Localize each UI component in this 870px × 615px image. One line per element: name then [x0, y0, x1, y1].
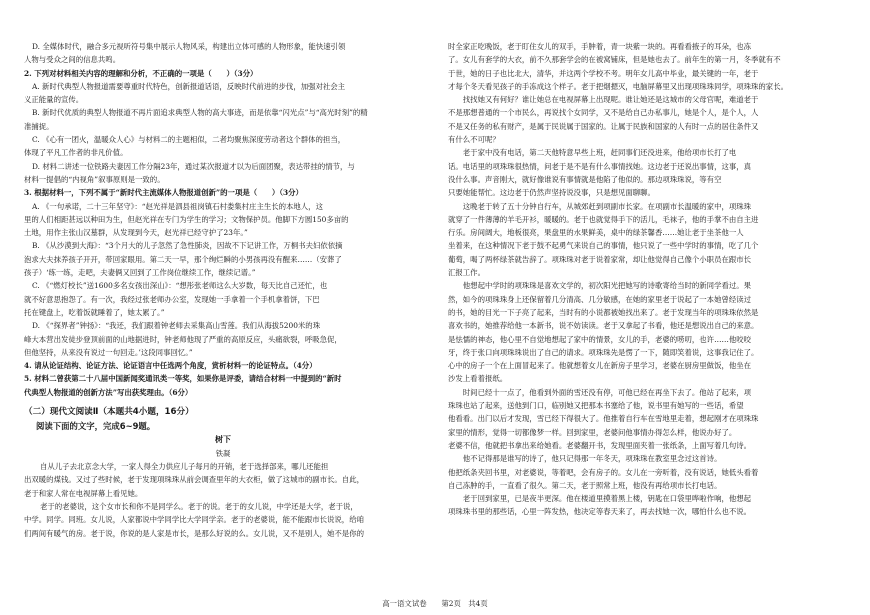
option-line: C. 《心有一团火，温暖众人心》与材料二的主题相似，二者均聚焦深度劳动者这个群体的担当， [32, 135, 346, 145]
paragraph-line: 没什么事。声音刚大，就好像谁说有事情就是他陷了他似的。那边项珠珠说，等有空 [448, 174, 722, 184]
article-body-left [24, 460, 422, 540]
option-line: B. 新时代优质的典型人物报道不再片面追求典型人物的高大事迹，而是依靠“闪光点”与“高光时刻”的精 [32, 108, 368, 118]
paragraph-line: 只要她能帮忙。这边老于仍然声坚持说没事，只是想见面聊聊。 [448, 188, 655, 198]
q3-stem: 3. 根据材料一，下列不属于“新时代主流媒体人物报道创新”的一项是（ ）（3分） [24, 188, 303, 198]
option-line: 托在键盘上，吃着饭就睡着了，她太累了。” [24, 307, 165, 317]
page-footer: 高一语文试卷 第2页 共4页 [382, 599, 488, 608]
paragraph-line: 找找她又有何好？谁让她总在电视屏幕上出现呢。谁让她还是这城市的父母官呢，难道老于 [448, 95, 759, 105]
paragraph-line: 于世，她的日子也比北大，清华，并这两个学校不考。明年女儿高中毕业，最关键的一年，老于 [448, 68, 759, 78]
paragraph-line: 行乐。房间阔大，地板很亮，果盘里的水果鲜美，桌中的绿茶馨香……她让老于坐茶他一人 [448, 228, 744, 238]
q5-stem [24, 372, 422, 399]
paragraph-line: 不是那想普通的一个市民么，再说找个女同学，又不是给自己办私事儿，她是个人，是个人，人 [448, 108, 759, 118]
paragraph-line: 喜欢书的，她推荐给他一本新书，说不妨读读。老于又拿起了书看，他还是想说出自己的来意。 [448, 321, 759, 331]
option-line: A. 新时代典型人物报道需要尊重时代特色，创新报道话语，反映时代前进的步伐，加强对社会主 [32, 81, 346, 91]
paragraph-line: 珠珠也站了起来，送他到门口，临别她又把那本书塞给了他，说书里有她写的一些话，希望 [448, 401, 744, 411]
paragraph-line: 他想起中学时的项珠珠是喜欢文学的，初次阳光把她写的诗歌寄给当时的新同学看过。果 [448, 281, 752, 291]
option-line: 土地，用作主张山汉墓群，从发现到今天，赵光祥已经守护了23年。” [24, 228, 248, 238]
article-body-right [448, 40, 846, 519]
q2-stem: 2. 下列对材料相关内容的理解和分析，不正确的一项是（ ）（3分） [24, 68, 258, 78]
paragraph-line: 葡萄，喝了两杯绿茶就告辞了。项珠珠对老于说着家常，却让他觉得自己像个小职员在跟市长 [448, 254, 752, 264]
paragraph-line: 心中的房子一个在上面冒起来了。他就想着女儿在新房子里学习，老婆在厨房里做饭，他坐在 [448, 361, 752, 371]
option-line: 材料一提倡的“内视角”叙事原则是一致的。 [24, 174, 165, 184]
option-line: 孩子）‘练一练，走吧，夫妻俩又回到了工作岗位继续工作，继续记谱。” [24, 268, 256, 278]
option-line: D. 《“探界者”钟扬》：“我还，我们跟着钟老师去采集高山雪莲。我们从海拔5200米的珠 [32, 321, 321, 331]
paragraph-line: 他不记得那是谁写的诗了，他只记得那一年冬天，项珠珠在教室里念过这首诗。 [448, 454, 722, 464]
option-line: A. 《一句承诺，二十三年坚守》：“赵光祥是泗县祖岗镇石村娄集村庄主生长的本地人，这 [32, 201, 323, 211]
paragraph-line: 老于回到家里，已是夜半更深。他在楼道里摸着黑上楼，钥匙在口袋里哗啦作响，他想起 [448, 494, 752, 504]
paragraph-line: 这晚老于转了五十分钟自行车，从城郊赶到项副市长家。在项副市长温暖的家中，项珠珠 [448, 201, 752, 211]
paragraph-line: 时间已经十一点了，他看到外面的雪还没有停，可他已经在再坐下去了。他站了起来，项 [448, 387, 752, 397]
paragraph-line: 牙，终于张口向项珠珠说出了自己的请求。项珠珠先是愣了一下，随即笑着说，这事我记住了。 [448, 347, 759, 357]
q3-options [24, 200, 422, 360]
paragraph-line: 老婆不信，他就把书拿出来给她看。老婆翻开书，发现里面夹着一张纸条，上面写着几句诗。 [448, 440, 752, 450]
paragraph-line: 坐着来，在这种情况下老于鼓不起勇气来说自己的事情，他只说了一些中学时的事情，吃了几个 [448, 241, 759, 251]
paragraph-line: 老于的老婆说，这个女市长和你不是同学么。老于的说。老于的女儿说，中学还是大学，老于说， [40, 501, 358, 511]
paragraph-line: 有什么不可呢？ [448, 135, 500, 145]
paragraph-line: 是怯懦的神态，他心里不自觉地想起了家中的情景，女儿的手，老婆的唠叨，也许……他咬咬 [448, 334, 752, 344]
text-line: 5. 材料二曾获第二十八届中国新闻奖通讯类一等奖，如果你是评委，请结合材料一中提到的“新时 [24, 374, 342, 384]
paragraph-line: 出双暖的煤钱。又过了些时候，老于发现項珠珠从前会调查里年的大衣柜，做了这城市的副市长。自此， [24, 475, 364, 485]
text-line: 人物与受众之间的信息共鸣。 [24, 55, 121, 65]
left-column [24, 40, 422, 595]
option-line: 就不好意思抱怨了。有一次，我经过张老师办公室，发现她一手拿着一个手机拿着饼，下巴 [24, 294, 320, 304]
paragraph-line: 沙发上看着报纸。 [448, 374, 508, 384]
option-line: 峰大本营出发徒步登顶前面的山地据进时，钟老师他现了严重的高原反应，头痛欲裂，呼吸急促， [24, 334, 342, 344]
paragraph-line: 自己冻肿的手，一直看了很久。第二天，老于照常上班，他没有再给项市长打电话。 [448, 480, 722, 490]
paragraph-line: 老于和家人常在电视屏幕上看见她。 [24, 488, 143, 498]
text-line: 代典型人物报道的创新方法”写出获奖理由。（6分） [24, 387, 193, 397]
paragraph-line: 话。电话里的项珠珠很热情，问老于是不是有什么事情找她。这边老于还说出事情，这事，真 [448, 161, 752, 171]
option-line: 义正能量的宣传。 [24, 95, 84, 105]
article-author: 铁凝 [215, 449, 231, 459]
q1-option-d [24, 40, 422, 67]
right-column [448, 40, 846, 595]
option-line: D. 材料二讲述一位铁路夫妻因工作分隔23年，通过某次报道才以为后面团聚，表达带挂的情节，与 [32, 161, 355, 171]
paragraph-line: 不是又任务的私有财产，是属于民说属于国家的。让属于民族和国家的人有时一点的居住条件又 [448, 121, 759, 131]
article-title: 树下 [215, 435, 231, 445]
paragraph-line: 家里的情形，觉得一切都像梦一样。回到家里，老婆问他事情办得怎么样，他说办好了。 [448, 427, 737, 437]
paragraph-line: 汇报工作。 [448, 268, 485, 278]
option-line: 准捕捉。 [24, 121, 54, 131]
option-line: C. 《“燃灯校长”送1600多名女孩出深山》：“想彤张老师这么大岁数，每天比自己还忙，也 [32, 281, 328, 291]
option-line: 但他坚持，从来没有说过一句回走。’这段同事回忆。” [24, 347, 193, 357]
option-line: 泡求大夫抹养孩子开开，带回家眼用。第二天一早，那个绚烂瞬的小男孩再没有醒来……（安葬了 [24, 254, 342, 264]
paragraph-line: 老于家中没有电话，第二天他特意早些上班，赶同事们还没进来，他给项市长打了电 [448, 148, 737, 158]
paragraph-line: 自从儿子去北京念大学，一家人得全力供应儿子每月的开销，老于选择部来，哪儿还能担 [40, 462, 329, 472]
exam-page [22, 40, 848, 595]
section-instruction: 阅读下面的文字，完成6~9题。 [36, 421, 156, 432]
paragraph-line: 他把纸条夹回书里，对老婆说，等着吧，会有房子的。女儿在一旁听着，没有说话，她低头看着 [448, 467, 759, 477]
paragraph-line: 然，如今的项珠珠身上还保留着几分清高、几分敏感，在她的家里老于说起了一本她曾经读过 [448, 294, 752, 304]
option-line: 体现了平凡工作者的非凡价值。 [24, 148, 128, 158]
paragraph-line: 项珠珠书里的那些话，心里一阵发热，他决定等春天来了，再去找她一次，哪怕什么也不说。 [448, 507, 752, 517]
q2-options [24, 80, 422, 186]
paragraph-line: 中学。同学。同班。女儿说，人家都说中学同学比大学同学亲。老于的老婆说，能不能跟市长说说，给咱 [24, 515, 364, 525]
paragraph-line: 才每个冬天看见孩子的手冻成这个样子。老于把烟摁灭，电脑屏幕里又出现项珠珠同学，项珠珠的家长。 [448, 81, 788, 91]
paragraph-line: 就穿了一件薄薄的羊毛开衫，暖暖的。老于也就觉得手下的活儿，毛袜子，他的手掌不由自主进 [448, 214, 759, 224]
paragraph-line: 的书，她的目光一下子亮了起来，当时有的小说都被她找出来了。老于发现当年的项珠珠依然是 [448, 307, 759, 317]
paragraph-line: 们两间有暖气的房。老于说，你说的是人家是市长，是那么好说的么。女儿说，又不是别人，她不是你的 [24, 528, 364, 538]
section-title: （二）现代文阅读Ⅱ（本题共4小题，16分） [24, 407, 194, 418]
option-line: B. 《从沙漠到大海》：“3个月大的儿子忽然了急性肺炎，因故不下记讲工作，万桐书夫妇依依摘 [32, 241, 343, 251]
paragraph-line: 了。女儿有套学的大衣，前不久那套学会的在被窝铺床，但是她也去了。前年生的第一月，冬季就有不 [448, 55, 781, 65]
option-line: 里的人们相距甚远以种田为生，但赵光祥在专门为学生的学习；文物保护员。他脚下方圆150多亩的 [24, 214, 349, 224]
text-line: D. 全媒体时代，融合多元视听符号集中展示人物风采，构建出立体可感的人物形象，能快速引领 [32, 42, 346, 51]
q4-stem: 4. 请从论证结构、论证方法、论证语言中任选两个角度，赏析材料一的论证特点。（4分） [24, 361, 317, 371]
paragraph-line: 他看看。出门以后才发现，雪已经下得很大了。他推着自行车在雪地里走着，想起刚才在项珠珠 [448, 414, 759, 424]
paragraph-line: 时全家正吃晚饭，老于盯住女儿的双手，手肿着，青一块紫一块的。再看看掖子的耳朵，也冻 [448, 42, 752, 51]
